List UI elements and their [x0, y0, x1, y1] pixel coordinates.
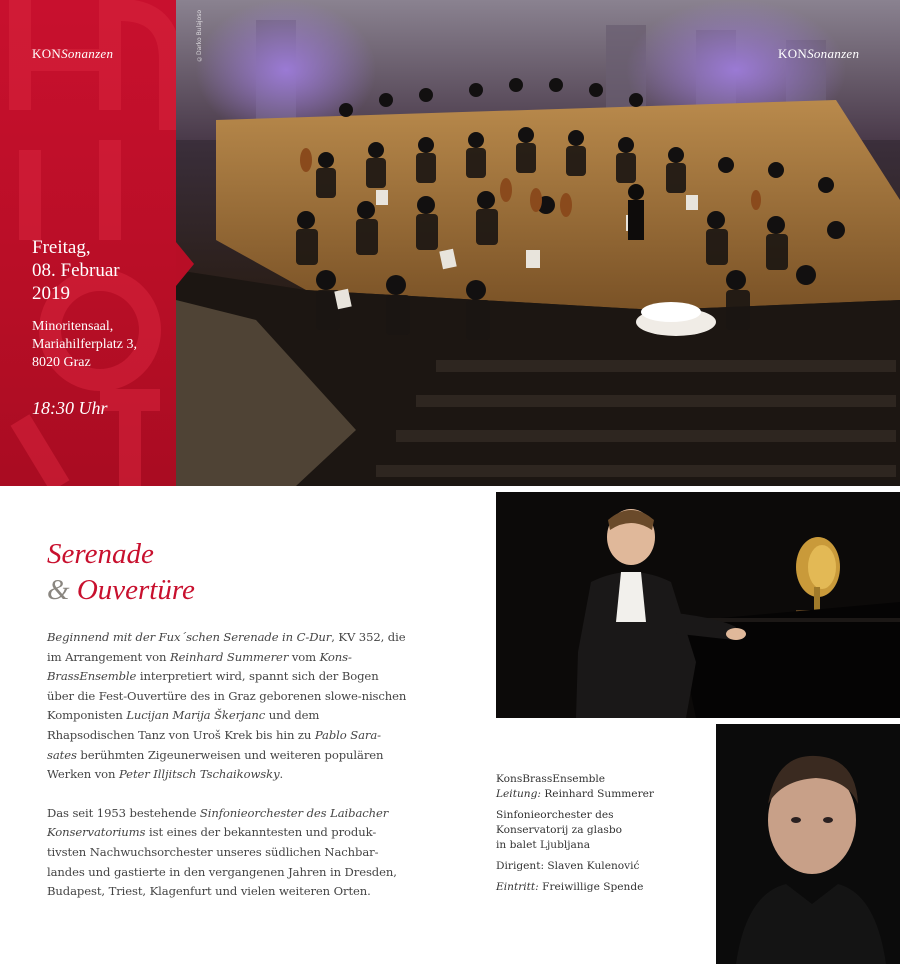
credit-orchestra: Sinfonieorchester des: [496, 809, 614, 821]
event-day: Freitag,: [32, 237, 91, 258]
conductor-photo: [716, 724, 900, 964]
credit-ensemble: KonsBrassEnsemble: [496, 773, 606, 785]
event-date-line: 08. Februar: [32, 260, 120, 281]
event-info-panel: [0, 0, 176, 486]
event-date: [32, 236, 120, 305]
event-time: 18:30 Uhr: [32, 398, 108, 418]
article-body: [47, 628, 407, 921]
credit-leader: Leitung: Reinhard Summerer: [496, 788, 654, 800]
pianist-illustration: [496, 492, 900, 718]
orchestra-illustration: [176, 0, 900, 486]
title-ampersand: &: [47, 574, 70, 606]
brand-logo-right: KONSonanzen: [778, 46, 860, 61]
credit-orchestra: Konservatorij za glasbo: [496, 824, 622, 836]
event-venue: [32, 318, 137, 372]
venue-line: 8020 Graz: [32, 355, 91, 370]
venue-line: Mariahilferplatz 3,: [32, 337, 137, 352]
brand-logo: KONSonanzen: [32, 46, 114, 61]
event-year: 2019: [32, 283, 70, 304]
article-title: [47, 536, 195, 608]
venue-line: Minoritensaal,: [32, 319, 114, 334]
article-paragraph: Das seit 1953 bestehende Sinfonieorchester des Laibacher Konservatoriums ist eines der bekanntesten und produk-tivsten Nachwuchsorchester unseres südlichen Nachbar-landes und gastierte in den vergangenen Jahren in Dresden, Budapest, Triest, Klagenfurt und vielen weiteren Orten.: [47, 805, 397, 899]
credit-admission: Eintritt: Freiwillige Spende: [496, 881, 644, 893]
performer-credits: [496, 772, 706, 895]
pianist-photo: [496, 492, 900, 718]
conductor-illustration: [716, 724, 900, 964]
photo-credit: ©Darko Bulajoso: [196, 10, 203, 62]
article-paragraph: Beginnend mit der Fux´schen Serenade in C-Dur, KV 352, die im Arrangement von Reinhard Summerer vom Kons-BrassEnsemble interpretiert wird, spannt sich der Bogen über die Fest-Ouvertüre des in Graz geborenen slowe-nischen Komponisten Lucijan Marija Škerjanc und dem Rhapsodischen Tanz von Uroš Krek bis hin zu Pablo Sara-sates berühmten Zigeunerweisen und weiteren populären Werken von Peter Illjitsch Tschaikowsky.: [47, 630, 407, 782]
orchestra-photo: [176, 0, 900, 486]
panel-arrow: [176, 242, 194, 286]
title-word: Ouvertüre: [69, 574, 195, 606]
credit-orchestra: in balet Ljubljana: [496, 839, 591, 851]
title-line: [47, 572, 195, 608]
credit-conductor: Dirigent: Slaven Kulenović: [496, 860, 640, 872]
title-line: Serenade: [47, 538, 154, 570]
